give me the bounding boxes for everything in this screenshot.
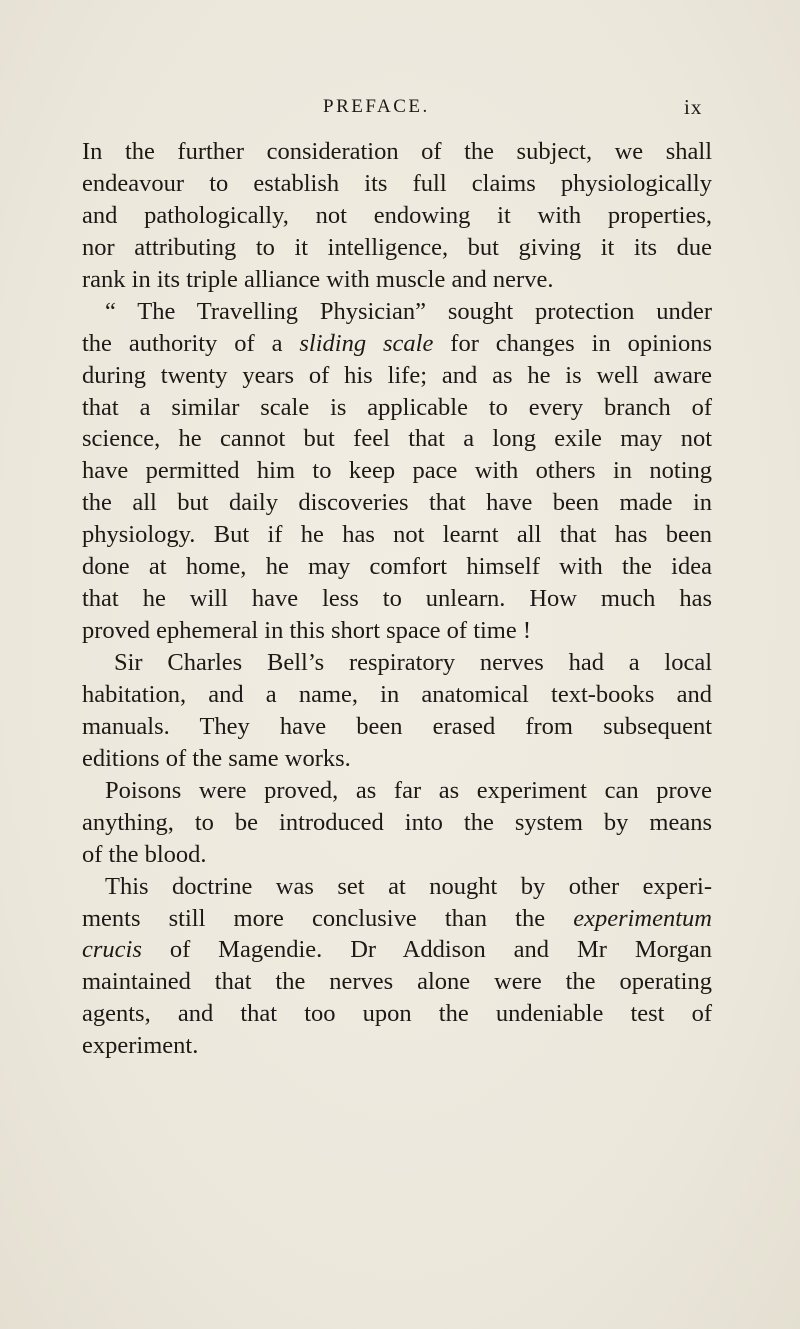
text-line: “ The Travelling Physician” sought protection under xyxy=(105,297,712,325)
text-line: have permitted him to keep pace with others in noting xyxy=(82,457,712,485)
text-line: that he will have less to unlearn. How much has xyxy=(82,585,712,613)
text-line: physiology. But if he has not learnt all that has been xyxy=(82,521,712,549)
text-line: the all but daily discoveries that have been made in xyxy=(82,489,712,517)
text-line: Sir Charles Bell’s respiratory nerves had a local xyxy=(114,649,712,676)
text-line: Poisons were proved, as far as experiment can prove xyxy=(105,776,712,804)
text-line: nor attributing to it intelligence, but giving it its due xyxy=(82,233,712,261)
running-head xyxy=(0,92,800,122)
italic-phrase: crucis xyxy=(82,936,142,964)
text-line: editions of the same works. xyxy=(82,744,351,772)
text-line: habitation, and a name, in anatomical text-books and xyxy=(82,680,712,708)
text-line: that a similar scale is applicable to every branch of xyxy=(82,393,712,421)
text-line: during twenty years of his life; and as he is well aware xyxy=(82,361,712,389)
text-line: the authority of a sliding scale for changes in opinions xyxy=(82,329,713,357)
text-line: crucis of Magendie. Dr Addison and Mr Morgan xyxy=(82,936,712,964)
text-line: endeavour to establish its full claims physiologically xyxy=(82,169,712,197)
italic-phrase: sliding scale xyxy=(299,329,434,357)
text-line: anything, to be introduced into the system by means xyxy=(82,808,712,836)
text-line: and pathologically, not endowing it with properties, xyxy=(82,201,712,229)
text-line: of the blood. xyxy=(82,840,207,868)
text-line: done at home, he may comfort himself with the idea xyxy=(82,553,712,581)
body-text xyxy=(82,136,712,1062)
text-line: In the further consideration of the subject, we shall xyxy=(82,138,712,165)
text-line: agents, and that too upon the undeniable test of xyxy=(82,1000,712,1028)
page-number: ix xyxy=(684,95,703,119)
text-line: proved ephemeral in this short space of time ! xyxy=(82,617,532,645)
text-line: experiment. xyxy=(82,1032,199,1060)
text-line: rank in its triple alliance with muscle and nerve. xyxy=(82,265,554,293)
text-line: maintained that the nerves alone were the operating xyxy=(82,968,712,996)
text-line: manuals. They have been erased from subsequent xyxy=(82,712,712,740)
text-line: science, he cannot but feel that a long exile may not xyxy=(82,425,712,453)
text-line: This doctrine was set at nought by other experi- xyxy=(105,872,712,900)
italic-phrase: experimentum xyxy=(573,904,712,932)
text-line: ments still more conclusive than the experimentum xyxy=(82,904,712,932)
running-title: PREFACE. xyxy=(323,96,430,117)
